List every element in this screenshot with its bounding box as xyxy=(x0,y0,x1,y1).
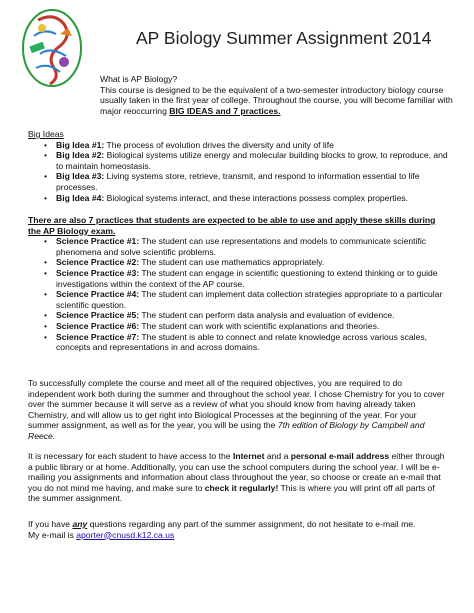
intro-text: This course is designed to be the equivalent of a two-semester introductory biology course usually taken in the first year of college. Throughout the course, you will become familiar with major reoccurring BIG IDEAS and 7 practices. xyxy=(100,84,453,116)
intro-emphasis: BIG IDEAS and 7 practices. xyxy=(169,105,281,116)
practices-list xyxy=(28,236,448,353)
list-item: • Science Practice #4: The student can implement data collection strategies appropriate to a particular scientific question. xyxy=(28,289,448,310)
paragraph-email-requirement: It is necessary for each student to have access to the Internet and a personal e-mail address either through a public library or at home. Additionally, you can use the school computers during the school year. I will be e-mailing you assignments and information about class throughout the year, so choose or create an e-mail that you do not mind me having, and make sure to check it regularly! This is where you will print off all parts of the summer assignment. xyxy=(28,451,445,504)
ap-biology-logo xyxy=(20,6,84,90)
intro-heading: What is AP Biology? xyxy=(100,74,178,84)
paragraph-contact: If you have any questions regarding any part of the summer assignment, do not hesitate to e-mail me. My e-mail is aporter@cnusd.k12.ca.us xyxy=(28,519,416,540)
email-link[interactable]: aporter@cnusd.k12.ca.us xyxy=(76,529,175,540)
big-ideas-heading: Big Ideas xyxy=(28,129,64,139)
list-item: • Science Practice #1: The student can use representations and models to communicate scientific phenomena and solve scientific problems. xyxy=(28,236,448,257)
textbook-title: 7th edition of Biology by Campbell and Reece. xyxy=(28,420,425,441)
list-item: • Science Practice #7: The student is able to connect and relate knowledge across various scales, concepts and representations in and across domains. xyxy=(28,332,448,353)
practices-heading: There are also 7 practices that students are expected to be able to use and apply these skills during the AP Biology exam. xyxy=(28,215,436,236)
big-ideas-section xyxy=(28,129,448,203)
intro-section xyxy=(100,74,460,116)
list-item: • Big Idea #2: Biological systems utilize energy and molecular building blocks to grow, to reproduce, and to maintain homeostasis. xyxy=(28,150,448,171)
list-item: • Science Practice #5: The student can perform data analysis and evaluation of evidence. xyxy=(28,310,448,321)
list-item: • Big Idea #4: Biological systems interact, and these interactions possess complex properties. xyxy=(28,193,448,204)
list-item: • Science Practice #6: The student can work with scientific explanations and theories. xyxy=(28,321,448,332)
list-item: • Big Idea #3: Living systems store, retrieve, transmit, and respond to information essential to life processes. xyxy=(28,171,448,192)
practices-section xyxy=(28,215,448,353)
paragraph-course-work: To successfully complete the course and meet all of the required objectives, you are required to do independent work both during the summer and throughout the school year. I chose Chemistry for you to cover over the summer because it will serve as a review of what you should know from having already taken Chemistry, and will allow us to get right into Biological Processes at the beginning of the year. For your summer assignment, as well as for the year, you will be using the 7th edition of Biology by Campbell and Reece. xyxy=(28,378,445,441)
list-item: • Science Practice #3: The student can engage in scientific questioning to extend thinking or to guide investigations within the context of the AP course. xyxy=(28,268,448,289)
list-item: • Big Idea #1: The process of evolution drives the diversity and unity of life xyxy=(28,140,448,151)
list-item: • Science Practice #2: The student can use mathematics appropriately. xyxy=(28,257,448,268)
big-ideas-list xyxy=(28,140,448,204)
page-title: AP Biology Summer Assignment 2014 xyxy=(136,28,432,48)
